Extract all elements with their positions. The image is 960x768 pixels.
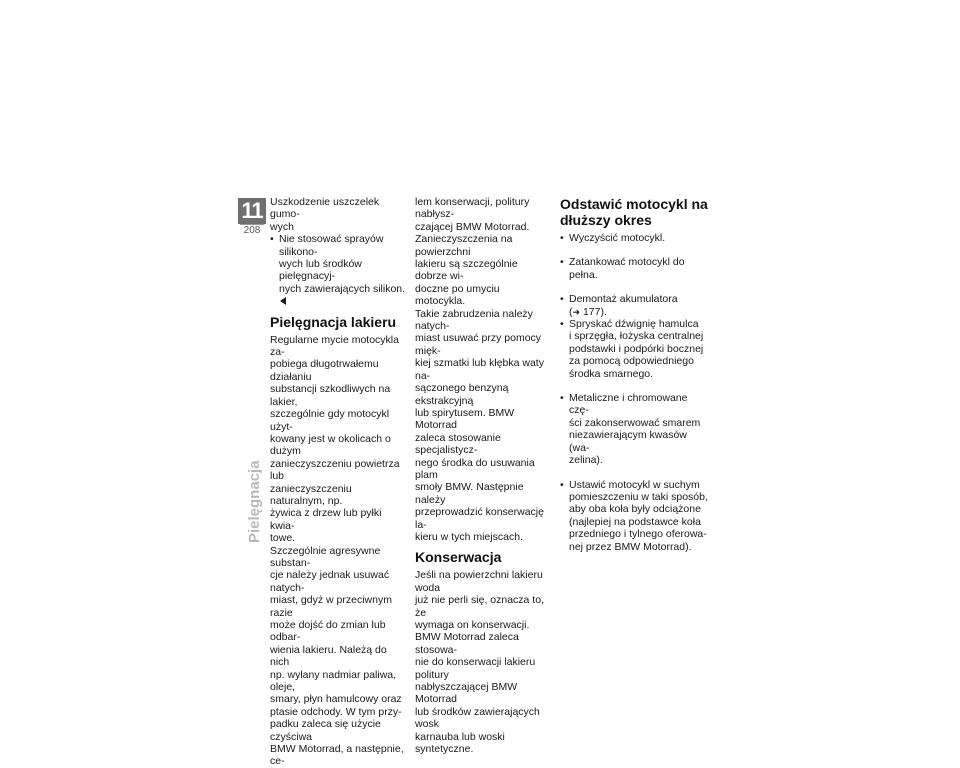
text-line: padku zaleca się użycie czyściwa — [270, 718, 381, 743]
list-item — [270, 233, 406, 307]
page-number: 208 — [243, 225, 261, 236]
text-line: Wyczyścić motocykl. — [569, 232, 666, 244]
text-line: miast usuwać przy pomocy mięk- — [415, 332, 542, 357]
column-2 — [415, 196, 551, 755]
chapter-number: 11 — [238, 198, 266, 224]
text-line: środka smarnego. — [569, 367, 654, 380]
list-item: • Demontaż akumulatora (➜ 177). — [560, 293, 710, 318]
text-line: Demontaż akumulatora — [569, 293, 678, 306]
text-line: Ustawić motocykl w suchym — [569, 478, 700, 491]
text-line: podstawki i podpórki bocznej — [569, 342, 704, 355]
text-line: pomieszczeniu w taki sposób, — [569, 490, 708, 503]
text-line: pobiega długotrwałemu działaniu — [270, 358, 379, 383]
column-3 — [560, 196, 710, 565]
text-line: nabłyszczającej BMW Motorrad — [415, 681, 518, 706]
text-line: przedniego i tylnego oferowa- — [569, 528, 707, 541]
text-line: Regularne mycie motocykla za- — [270, 333, 399, 359]
text-line: zanieczyszczeniu naturalnym, np. — [270, 482, 352, 507]
text-line: żywica z drzew lub pyłki kwia- — [270, 507, 382, 532]
text-line: już nie perli się, oznacza to, że — [415, 594, 544, 619]
text-line: wych lub środków pielęgnacyj- — [279, 258, 362, 283]
end-mark-icon — [280, 297, 286, 305]
list-item — [560, 392, 710, 466]
list-item — [560, 318, 710, 380]
section-heading: Konserwacja — [415, 549, 502, 566]
heading-line: dłuższy okres — [560, 212, 652, 228]
text-line: zaleca stosowanie specjalistycz- — [415, 431, 501, 457]
text-line: BMW Motorrad, a następnie, ce- — [270, 743, 404, 768]
text-line: niezawierającym kwasów (wa- — [569, 429, 687, 454]
bullet-list — [270, 233, 406, 307]
text-line: szczególnie gdy motocykl użyt- — [270, 408, 390, 433]
text-line: ści zakonserwować smarem — [569, 416, 701, 429]
text-line: i sprzęgła, łożyska centralnej — [569, 330, 704, 343]
text-line: substancji szkodliwych na lakier, — [270, 383, 391, 408]
section-heading: Pielęgnacja lakieru — [270, 313, 397, 330]
text-line: nego środka do usuwania plam — [415, 456, 535, 481]
list-item — [560, 479, 710, 553]
text-line: ptasie odchody. W tym przy- — [270, 705, 402, 718]
text-line: lub środków zawierających wosk — [415, 705, 540, 731]
text-line: czającej BMW Motorrad. — [415, 220, 530, 233]
text-line: nie do konserwacji lakieru politury — [415, 656, 536, 681]
text-line: Nie stosować sprayów silikono- — [279, 233, 384, 258]
text-line: Takie zabrudzenia należy natych- — [415, 307, 533, 333]
text-line: doczne po umyciu motocykla. — [415, 282, 500, 308]
text-line: Uszkodzenie uszczelek gumo- — [270, 196, 380, 221]
text-line: zelina). — [569, 454, 603, 467]
text-line: wych — [270, 220, 294, 233]
text-line: przeprowadzić konserwację la- — [415, 506, 544, 531]
text-line: karnauba lub woski syntetyczne. — [415, 730, 505, 756]
chapter-title: Pielęgnacja — [246, 460, 263, 543]
text-line: wymaga on konserwacji. — [415, 619, 530, 631]
section-heading — [560, 196, 710, 228]
text-line: nych zawierających silikon. — [279, 282, 406, 295]
text-line: smary, płyn hamulcowy oraz — [270, 693, 402, 706]
text-line: smoły BMW. Następnie należy — [415, 481, 524, 506]
text-line: Zanieczyszczenia na powierzchni — [415, 233, 513, 258]
text-line: zanieczyszczeniu powietrza lub — [270, 457, 400, 483]
heading-line: Odstawić motocykl na — [560, 196, 708, 212]
column-1 — [270, 196, 406, 768]
paragraph — [270, 334, 406, 545]
text-line: lakieru są szczególnie dobrze wi- — [415, 258, 518, 283]
text-line: BMW Motorrad zaleca stosowa- — [415, 631, 519, 656]
paragraph — [415, 631, 551, 755]
text-line: Metaliczne i chromowane czę- — [569, 392, 688, 417]
text-line: (najlepiej na podstawce koła — [569, 515, 701, 528]
paragraph — [415, 569, 551, 631]
text-line: lub spirytusem. BMW Motorrad — [415, 406, 515, 432]
text-line: np. wylany nadmiar paliwa, oleje, — [270, 668, 397, 694]
text-line: może dojść do zmian lub odbar- — [270, 619, 386, 644]
paragraph — [270, 545, 406, 768]
text-line: Jeśli na powierzchni lakieru woda — [415, 569, 543, 594]
list-item — [560, 232, 710, 244]
text-line: za pomocą odpowiedniego — [569, 355, 694, 368]
page-reference: 177). — [582, 305, 607, 318]
list-item — [560, 256, 710, 281]
text-line: Spryskać dźwignię hamulca — [569, 318, 699, 331]
text-line: Zatankować motocykl do pełna. — [569, 256, 685, 281]
text-line: sączonego benzyną ekstrakcyjną — [415, 382, 509, 407]
text-line: lem konserwacji, politury nabłysz- — [415, 196, 530, 221]
bullet-list — [560, 232, 710, 553]
text-line: kowany jest w okolicach o dużym — [270, 432, 391, 458]
text-line: aby oba koła były odciążone — [569, 503, 701, 516]
page-reference-arrow-icon: ➜ — [572, 306, 581, 317]
text-line: cje należy jednak usuwać natych- — [270, 569, 390, 594]
paragraph — [415, 196, 551, 543]
text-line: kieru w tych miejscach. — [415, 530, 523, 543]
text-line: Szczególnie agresywne substan- — [270, 544, 381, 569]
intro-text — [270, 196, 406, 233]
text-line: nej przez BMW Motorrad). — [569, 540, 692, 553]
text-line: kiej szmatki lub kłębka waty na- — [415, 357, 544, 382]
text-line: wienia lakieru. Należą do nich — [270, 643, 387, 669]
text-line: towe. — [270, 532, 296, 545]
text-line: miast, gdyż w przeciwnym razie — [270, 594, 392, 619]
